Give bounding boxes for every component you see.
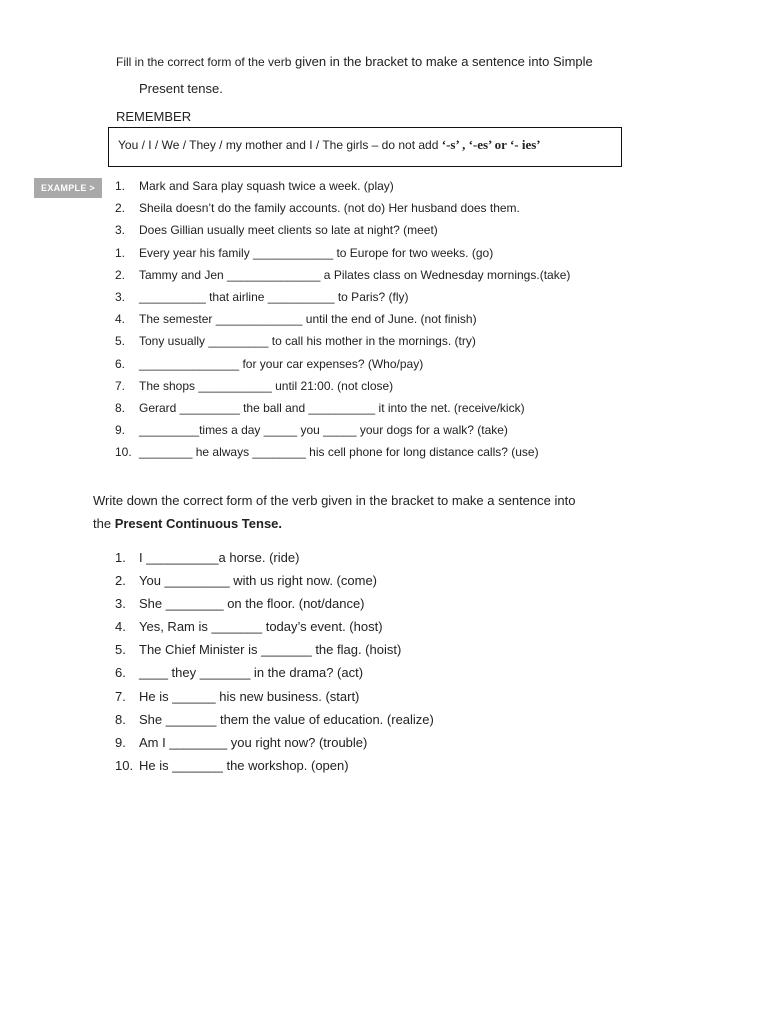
item-text: _________times a day _____ you _____ your dogs for a walk? (take) [139,423,508,438]
item-text: Mark and Sara play squash twice a week. (play) [139,179,394,193]
item-text: She _______ them the value of education. (realize) [139,711,434,727]
item-number: 2. [115,267,126,282]
item-text: The semester _____________ until the end of June. (not finish) [139,312,477,327]
rule-box [108,127,622,167]
item-number: 10. [115,445,132,460]
item-number: 7. [115,378,126,393]
list-item [115,200,570,222]
rule-text: You / I / We / They / my mother and I / The girls – do not add [118,138,442,152]
instruction-prefix: the [93,516,115,531]
item-text: The Chief Minister is _______ the flag. (hoist) [139,642,402,658]
list-item [115,222,570,244]
item-text: Am I ________ you right now? (trouble) [139,734,368,750]
item-number: 6. [115,356,126,371]
list-item [115,267,570,289]
item-text: You _________ with us right now. (come) [139,573,378,589]
item-text: Does Gillian usually meet clients so late at night? (meet) [139,223,438,238]
item-number: 3. [115,223,126,238]
item-text: Tony usually _________ to call his mother in the mornings. (try) [139,334,476,349]
list-item [115,422,570,444]
item-number: 1. [115,179,126,193]
list-item [115,572,434,595]
list-item [115,641,434,664]
list-item [115,289,570,311]
example-badge: EXAMPLE > [34,178,102,198]
item-number: 10. [115,757,134,773]
item-text: Tammy and Jen ______________ a Pilates class on Wednesday mornings.(take) [139,267,571,282]
list-item [115,245,570,267]
item-text: Sheila doesn’t do the family accounts. (not do) Her husband does them. [139,201,520,216]
item-number: 3. [115,596,126,612]
remember-label: REMEMBER [116,109,192,124]
list-item [115,400,570,422]
item-text: ________ he always ________ his cell phone for long distance calls? (use) [139,445,539,460]
simple-present-list [115,178,570,466]
item-text: The shops ___________ until 21:00. (not close) [139,378,394,393]
section2-instruction-line2 [93,516,282,531]
list-item [115,664,434,687]
list-item [115,618,434,641]
item-number: 4. [115,619,126,635]
list-item [115,711,434,734]
item-text: He is ______ his new business. (start) [139,688,360,704]
instruction-part2: given in the bracket to make a sentence into Simple [291,54,593,69]
instruction-part1: Fill in the correct form of the verb [116,55,292,69]
list-item [115,356,570,378]
item-number: 1. [115,550,126,565]
item-number: 2. [115,573,126,589]
item-number: 2. [115,201,126,216]
item-number: 3. [115,289,126,304]
item-number: 1. [115,245,126,260]
item-number: 5. [115,334,126,349]
list-item [115,311,570,333]
tense-name: Present Continuous Tense. [114,516,283,531]
item-text: Every year his family ____________ to Europe for two weeks. (go) [139,245,494,260]
list-item [115,178,570,200]
item-number: 9. [115,423,126,438]
list-item [115,734,434,757]
item-text: I __________a horse. (ride) [139,550,300,565]
list-item [115,378,570,400]
item-number: 9. [115,734,126,750]
section1-instruction-line2: Present tense. [139,81,223,96]
item-number: 8. [115,711,126,727]
item-text: She ________ on the floor. (not/dance) [139,596,365,612]
list-item [115,688,434,711]
item-text: He is _______ the workshop. (open) [139,757,349,773]
list-item [115,595,434,618]
item-text: _______________ for your car expenses? (Who/pay) [139,356,424,371]
item-number: 8. [115,400,126,415]
list-item [115,757,434,780]
item-text: Yes, Ram is _______ today’s event. (host) [139,619,383,635]
list-item [115,444,570,466]
item-number: 4. [115,312,126,327]
list-item [115,333,570,355]
present-continuous-list [115,549,434,780]
item-text: ____ they _______ in the drama? (act) [139,665,364,681]
item-number: 7. [115,688,126,704]
item-text: __________ that airline __________ to Paris? (fly) [139,289,409,304]
section1-instruction [116,54,593,69]
item-number: 6. [115,665,126,681]
item-text: Gerard _________ the ball and __________ it into the net. (receive/kick) [139,400,525,415]
item-number: 5. [115,642,126,658]
list-item [115,549,434,572]
section2-instruction: Write down the correct form of the verb given in the bracket to make a sentence into [93,493,576,508]
rule-suffixes: ‘-s’ , ‘-es’ or ‘- ies’ [441,137,541,152]
